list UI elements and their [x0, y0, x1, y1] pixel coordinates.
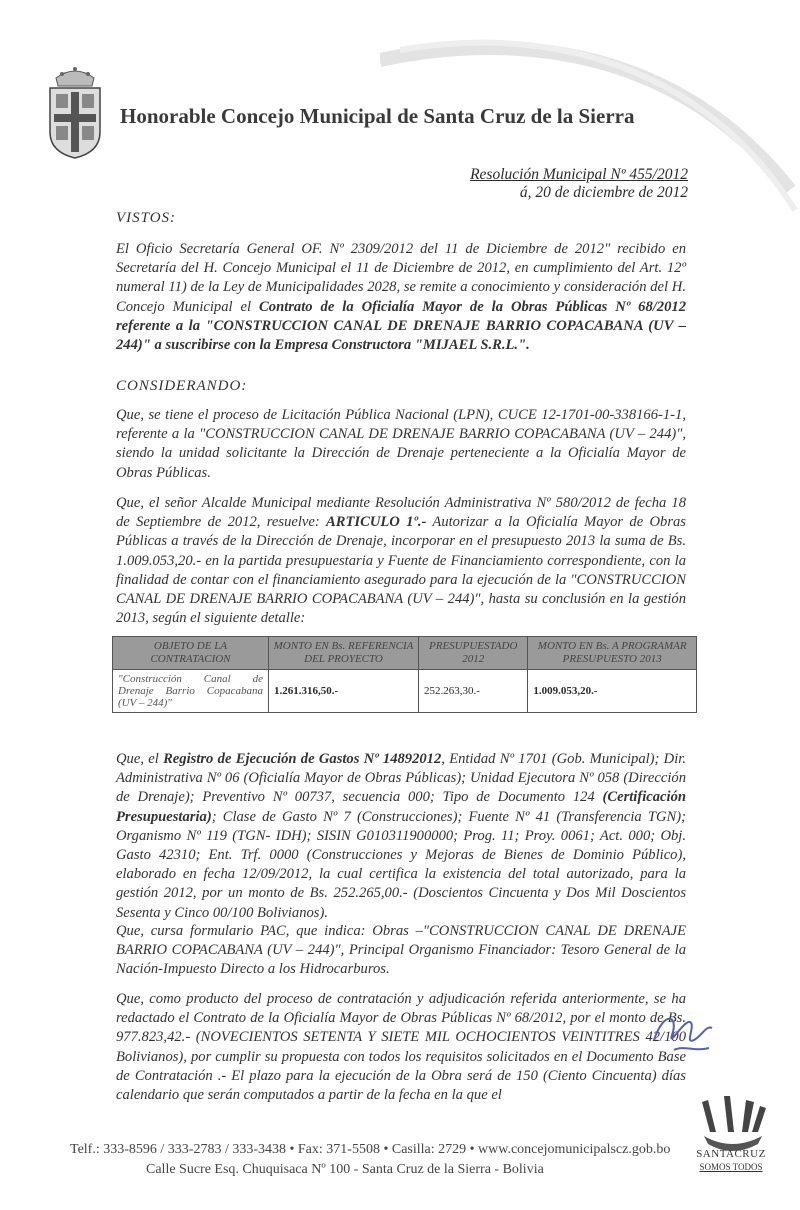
registro-text-c: ; Clase de Gasto Nº 7 (Construcciones); Fuente Nº 41 (Transferencia TGN); Organismo Nº 119 (TGN- IDH); SISIN G010311900000; Prog. 11; Proy. 0061; Act. 000; Obj. Gasto 42310; Ent. Trf. 0000 (Construcciones y Mejoras de Bienes de Dominio Público), elaborado en fecha 12/09/2012, la cual certifica la existencia del total autorizado, para la gestión 2012, por un monto de Bs. 252.265,00.- (Doscientos Cincuenta y Dos Mil Doscientos Sesenta y Cinco 00/100 Bolivianos). — [116, 808, 686, 921]
registro-bold-1: Registro de Ejecución de Gastos Nº 14892012 — [163, 751, 442, 767]
producto-paragraph: Que, como producto del proceso de contratación y adjudicación referida anteriormente, se ha redactado el Contrato de la Oficialía Mayor de Obras Públicas Nº 68/2012, por el monto de Bs. 977.823,42.- (NOVECIENTOS SETENTA Y SIETE MIL OCHOCIENTOS VEINTITRES 42/100 Bolivianos), por cumplir su propuesta con todos los requisitos solicitados en el Documento Base de Contratación .- El plazo para la ejecución de la Obra será de 150 (Ciento Cincuenta) días calendario que serán computados a partir de la fecha en la que el — [116, 991, 686, 1104]
considerando-heading: CONSIDERANDO: — [116, 378, 248, 394]
table-header-cell: PRESUPUESTADO 2012 — [419, 637, 528, 670]
footer-contact: Telf.: 333-8596 / 333-2783 / 333-3438 • Fax: 371-5508 • Casilla: 2729 • www.concejomunicipalscz.gob.bo — [70, 1142, 671, 1157]
table-cell-monto: 1.261.316,50.- — [269, 670, 419, 713]
considerando-p2-text-b: Autorizar a la Oficialía Mayor de Obras Públicas a través de la Dirección de Drenaje, incorporar en el presupuesto 2013 la suma de Bs. 1.009.053,20.- en la partida presupuestaria y Fuente de Financiamiento correspondiente, con la finalidad de contar con el financiamiento asegurado para la ejecución de la "CONSTRUCCION CANAL DE DRENAJE BARRIO COPACABANA (UV – 244)", hasta su conclusión en la gestión 2013, según el siguiente detalle: — [116, 514, 686, 627]
table-cell-programar: 1.009.053,20.- — [528, 670, 697, 713]
santa-cruz-logo-icon — [694, 1092, 770, 1172]
registro-text-b: , Entidad Nº 1701 (Gob. Municipal); Dir. Administrativa Nº 06 (Oficialía Mayor de Obras Públicas); Unidad Ejecutora Nº 058 (Dirección de Drenaje); Preventivo Nº 00737, secuencia 000; Tipo de Documento 124 — [116, 751, 686, 806]
resolution-number: Resolución Municipal Nº 455/2012 — [470, 166, 688, 183]
pac-paragraph: Que, cursa formulario PAC, que indica: Obras –"CONSTRUCCION CANAL DE DRENAJE BARRIO COPACABANA (UV – 244)", Principal Organismo Financiador: Tesoro General de la Nación-Impuesto Directo a los Hidrocarburos. — [116, 923, 686, 978]
logo-name: SANTACRUZ — [696, 1148, 766, 1160]
considerando-p2-article: ARTICULO 1º.- — [326, 514, 427, 531]
considerando-p2-text-a: Que, el señor Alcalde Municipal mediante Resolución Administrativa Nº 580/2012 de fecha 18 de Septiembre de 2012, resuelve: — [116, 495, 686, 531]
page-title: Honorable Concejo Municipal de Santa Cruz de la Sierra — [120, 104, 635, 128]
considerando-paragraph-1: Que, se tiene el proceso de Licitación Pública Nacional (LPN), CUCE 12-1701-00-338166-1-1, referente a la "CONSTRUCCION CANAL DE DRENAJE BARRIO COPACABANA (UV – 244)", siendo la unidad solicitante la Dirección de Drenaje perteneciente a la Oficialía Mayor de Obras Públicas. — [116, 407, 686, 481]
table-cell-presupuestado: 252.263,30.- — [419, 670, 528, 713]
vistos-paragraph — [116, 240, 686, 355]
table-header-cell: MONTO EN Bs. REFERENCIA DEL PROYECTO — [269, 637, 419, 670]
resolution-block — [470, 166, 688, 202]
coat-of-arms-icon — [42, 60, 108, 160]
table-header-row — [113, 637, 697, 670]
resolution-date: á, 20 de diciembre de 2012 — [519, 184, 688, 201]
table-header-cell: MONTO EN Bs. A PROGRAMAR PRESUPUESTO 2013 — [528, 637, 697, 670]
vistos-bold-text: Contrato de la Oficialía Mayor de la Obras Públicas Nº 68/2012 referente a la "CONSTRUCCION CANAL DE DRENAJE BARRIO COPACABANA (UV – 244)" a suscribirse con la Empresa Constructora "MIJAEL S.R.L.". — [116, 298, 686, 354]
table-header-cell: OBJETO DE LA CONTRATACION — [113, 637, 269, 670]
registro-text-a: Que, el — [116, 751, 164, 767]
registro-bold-2: (Certificación Presupuestaria) — [116, 789, 686, 825]
logo-slogan: SOMOS TODOS — [699, 1162, 763, 1172]
registro-paragraph — [116, 750, 686, 923]
table-row — [113, 670, 697, 713]
budget-table — [112, 636, 697, 713]
footer-address: Calle Sucre Esq. Chuquisaca Nº 100 - Santa Cruz de la Sierra - Bolivia — [146, 1162, 544, 1177]
table-cell-objeto: "Construcción Canal de Drenaje Barrio Copacabana (UV – 244)" — [113, 670, 269, 713]
vistos-heading: VISTOS: — [116, 210, 177, 226]
considerando-paragraph-2 — [116, 494, 686, 628]
signature-icon — [624, 1000, 724, 1070]
vistos-text: El Oficio Secretaría General OF. Nº 2309/2012 del 11 de Diciembre de 2012" recibido en Secretaría del H. Concejo Municipal el 11 de Diciembre de 2012, en cumplimiento del Art. 12º numeral 11) de la Ley de Municipalidades 2028, se remite a conocimiento y consideración del H. Concejo Municipal el — [116, 241, 686, 315]
